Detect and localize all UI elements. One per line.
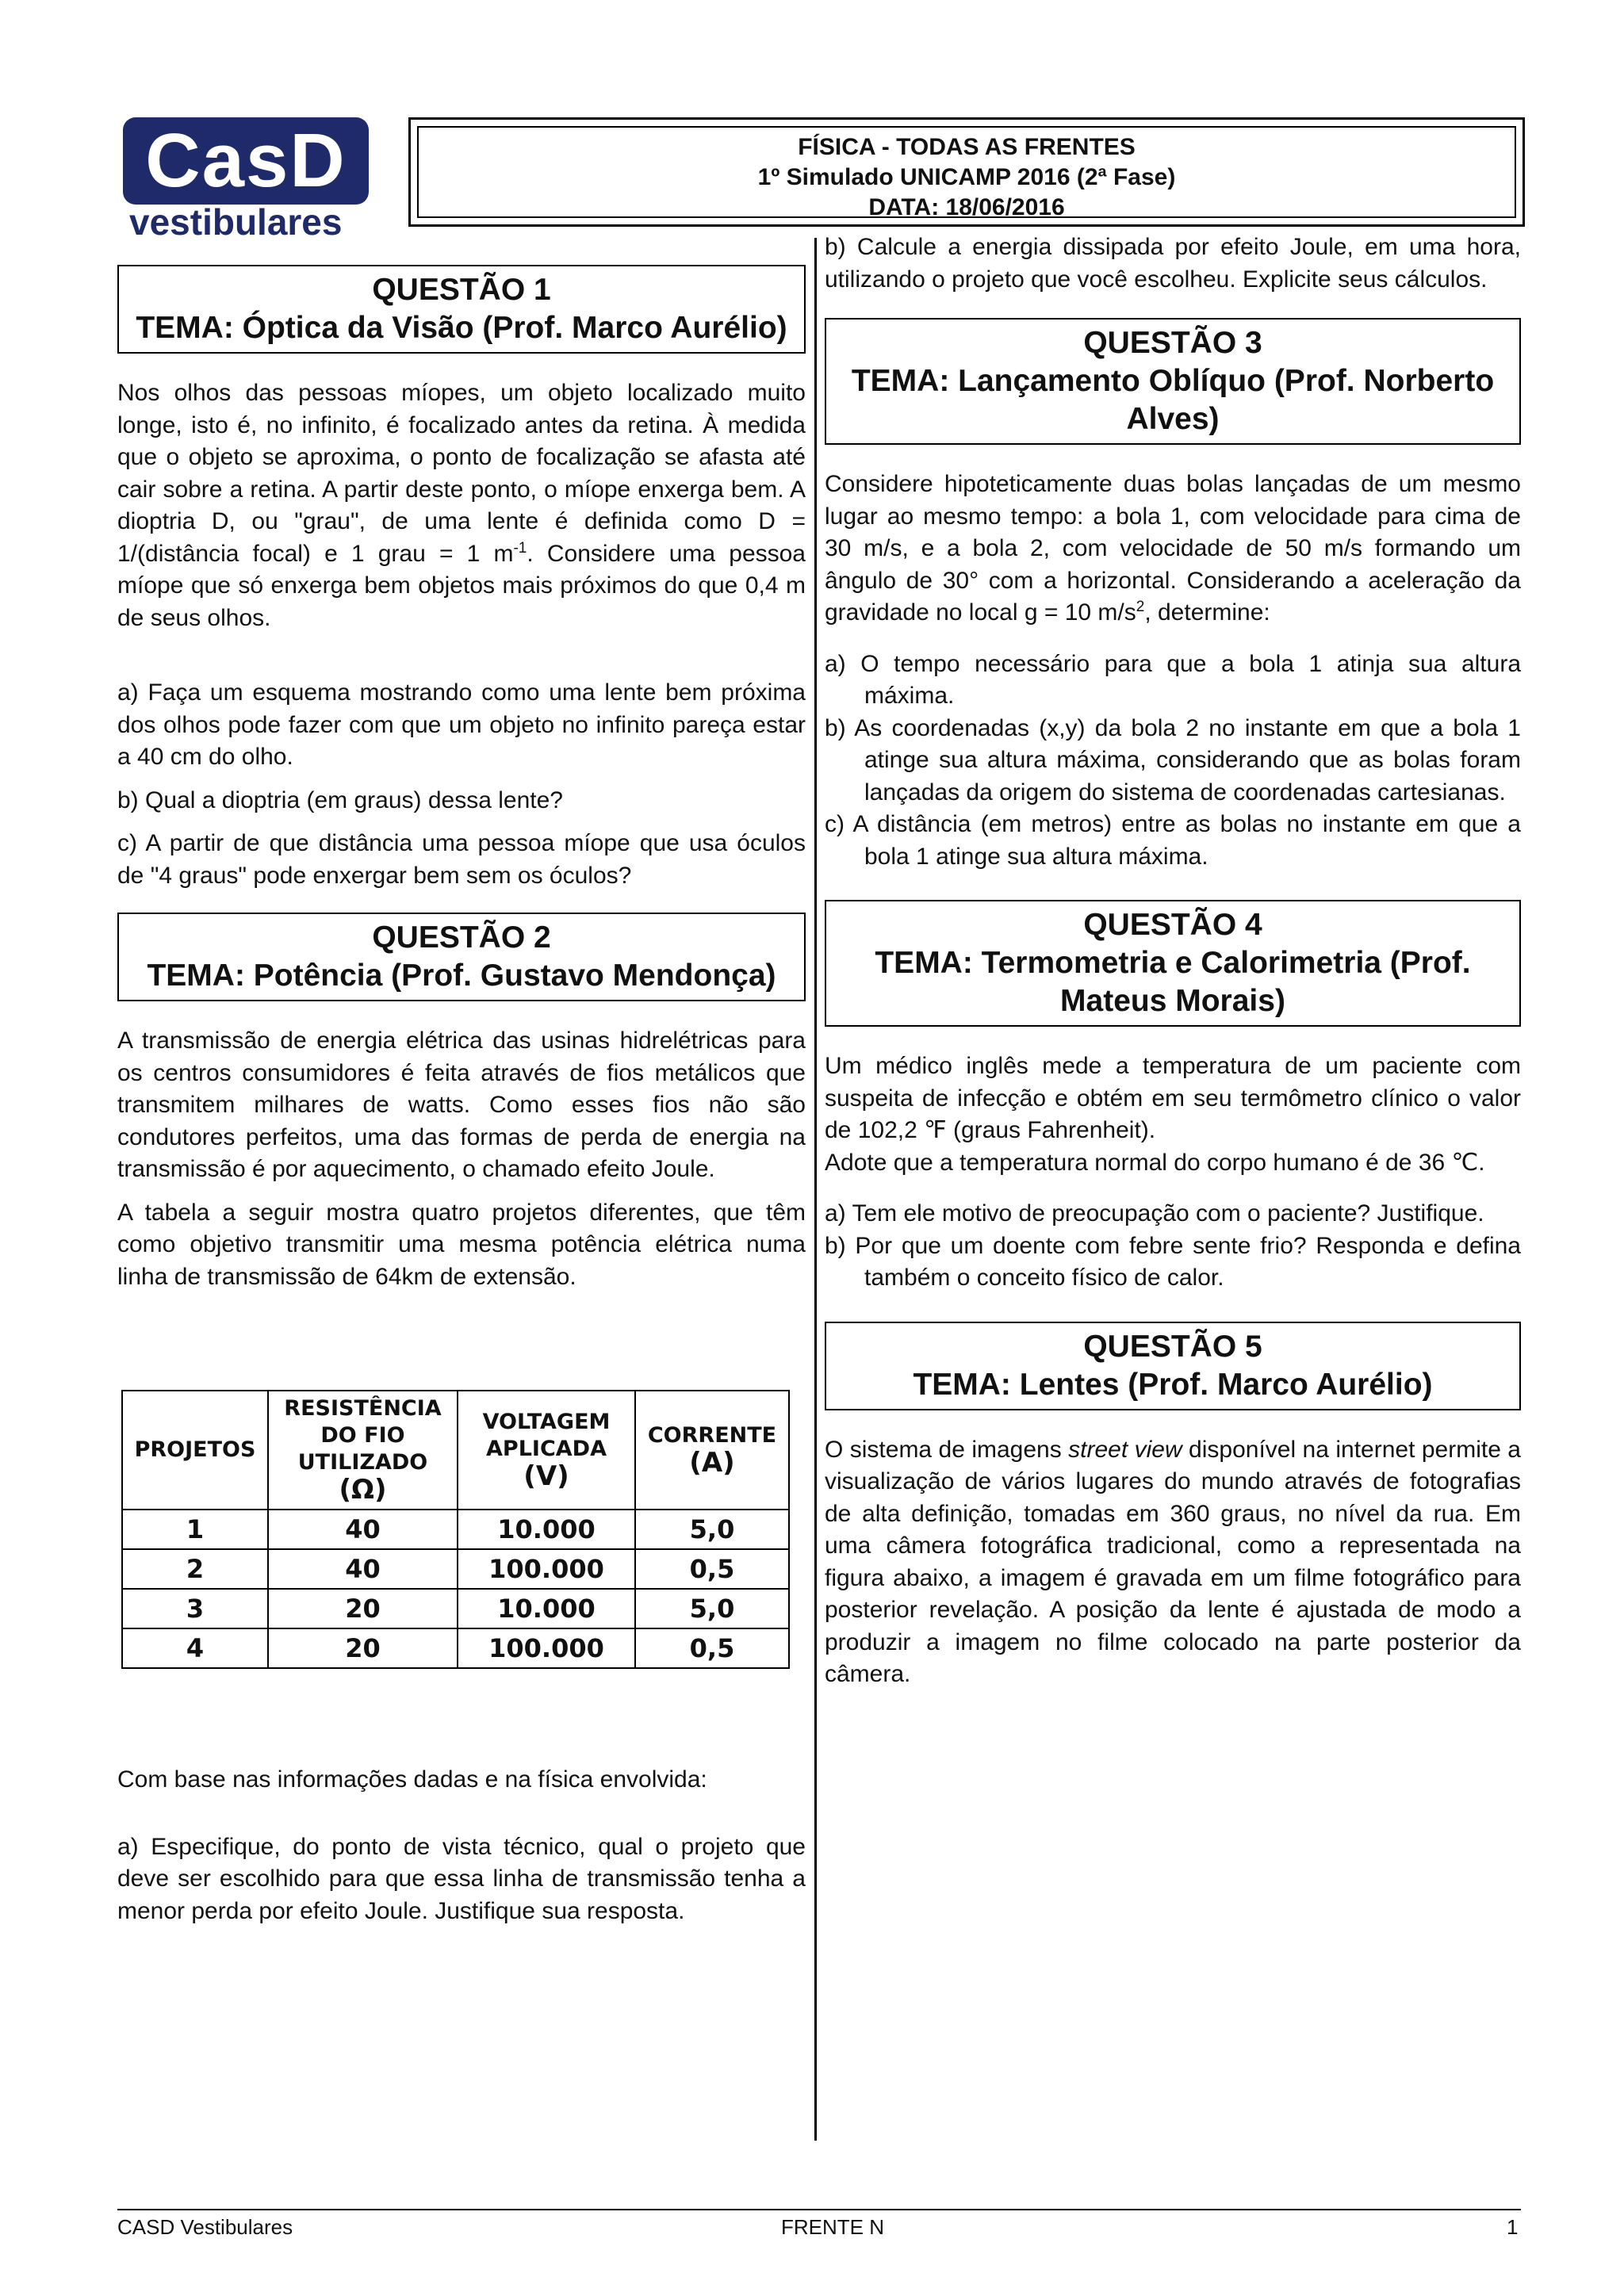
question-2-paragraph-3: Com base nas informações dadas e na física envolvida:	[117, 1766, 707, 1793]
table-header-row	[122, 1391, 789, 1510]
header-date: DATA: 18/06/2016	[868, 194, 1065, 220]
question-4-paragraph-1: Um médico inglês mede a temperatura de um paciente com suspeita de infecção e obtém em seu termômetro clínico o valor de 102,2 ℉ (graus Fahrenheit).	[825, 1053, 1521, 1143]
table-cell: 2	[122, 1549, 268, 1589]
question-4-item-a: a) Tem ele motivo de preocupação com o paciente? Justifique.	[825, 1200, 1484, 1226]
question-3-title	[825, 318, 1521, 445]
header-resistencia: RESISTÊNCIA DO FIO UTILIZADO (Ω)	[268, 1391, 458, 1510]
question-4-theme: TEMA: Termometria e Calorimetria (Prof. Mateus Morais)	[875, 946, 1471, 1018]
question-3-item-a: a) O tempo necessário para que a bola 1 atinja sua altura máxima.	[825, 650, 1521, 709]
table-row	[122, 1510, 789, 1549]
footer-page-number: 1	[1507, 2215, 1519, 2239]
q3-text-a: Considere hipoteticamente duas bolas lançadas de um mesmo lugar ao mesmo tempo: a bola 1, com velocidade para cima de 30 m/s, e a bola 2, com velocidade de 50 m/s formando um ângulo de 30° com a horizontal. Considerando a aceleração da gravidade no local g = 10 m/s	[825, 471, 1521, 626]
footer-center: FRENTE N	[781, 2215, 884, 2239]
table-row	[122, 1549, 789, 1589]
table-cell: 20	[268, 1589, 458, 1628]
question-5-theme: TEMA: Lentes (Prof. Marco Aurélio)	[913, 1367, 1433, 1402]
q1-text-a: Nos olhos das pessoas míopes, um objeto localizado muito longe, isto é, no infinito, é focalizado antes da retina. À medida que o objeto se aproxima, o ponto de focalização se afasta até cair sobre a retina. A partir deste ponto, o míope enxerga bem. A dioptria D, ou "grau", de uma lente é definida como D = 1/(distância focal) e 1 grau = 1 m	[117, 380, 806, 567]
table-cell: 3	[122, 1589, 268, 1628]
q5-text-a: O sistema de imagens	[825, 1436, 1069, 1463]
question-1-item-c: c) A partir de que distância uma pessoa míope que usa óculos de "4 graus" pode enxergar bem sem os óculos?	[117, 830, 806, 889]
question-1-item-b: b) Qual a dioptria (em graus) dessa lente?	[117, 786, 563, 813]
question-2-number: QUESTÃO 2	[372, 920, 551, 955]
table-cell: 100.000	[458, 1549, 635, 1589]
table-cell: 4	[122, 1628, 268, 1668]
question-2-theme: TEMA: Potência (Prof. Gustavo Mendonça)	[147, 959, 776, 993]
question-2-paragraph-2: A tabela a seguir mostra quatro projetos diferentes, que têm como objetivo transmitir uma mesma potência elétrica numa linha de transmissão de 64km de extensão.	[117, 1199, 806, 1290]
table-cell: 5,0	[635, 1510, 789, 1549]
table-row	[122, 1628, 789, 1668]
question-5-paragraph-1	[825, 1434, 1521, 1691]
table-cell: 40	[268, 1549, 458, 1589]
header-inner	[417, 126, 1516, 218]
header-projetos: PROJETOS	[122, 1391, 268, 1510]
question-3-theme: TEMA: Lançamento Oblíquo (Prof. Norberto Alves)	[851, 364, 1495, 436]
q5-emphasis: street view	[1068, 1436, 1182, 1463]
question-1-theme: TEMA: Óptica da Visão (Prof. Marco Aurélio)	[136, 311, 787, 345]
question-4-items	[825, 1198, 1521, 1295]
table-cell: 10.000	[458, 1589, 635, 1628]
header-subject: FÍSICA - TODAS AS FRENTES	[798, 134, 1136, 160]
question-4-title	[825, 900, 1521, 1027]
left-column	[117, 238, 806, 1938]
q3-text-b: , determine:	[1144, 599, 1270, 626]
question-5-title	[825, 1322, 1521, 1410]
logo-subtitle: vestibulares	[129, 201, 343, 243]
table-cell: 0,5	[635, 1549, 789, 1589]
header-voltagem: VOLTAGEM APLICADA (V)	[458, 1391, 635, 1510]
question-5-number: QUESTÃO 5	[1083, 1329, 1262, 1364]
header-box	[408, 117, 1525, 227]
table-cell: 0,5	[635, 1628, 789, 1668]
question-3-item-b: b) As coordenadas (x,y) da bola 2 no instante em que a bola 1 atinge sua altura máxima, considerando que as bolas foram lançadas da origem do sistema de coordenadas cartesianas.	[825, 714, 1521, 806]
table-cell: 1	[122, 1510, 268, 1549]
question-2-paragraph-1: A transmissão de energia elétrica das usinas hidrelétricas para os centros consumidores é feita através de fios metálicos que transmitem milhares de watts. Como esses fios não são condutores perfeitos, uma das formas de perda de energia na transmissão é por aquecimento, o chamado efeito Joule.	[117, 1027, 806, 1182]
q5-text-b: disponível na internet permite a visualização de vários lugares do mundo através de fotografias de alta definição, tomadas em 360 graus, no nível da rua. Em uma câmera fotográfica tradicional, como a representada na figura abaixo, a imagem é gravada em um filme fotográfico para posterior revelação. A posição da lente é ajustada de modo a produzir a imagem no filme colocado na parte posterior da câmera.	[825, 1436, 1521, 1687]
column-divider	[814, 238, 817, 2141]
question-1-number: QUESTÃO 1	[372, 273, 551, 307]
header-exam: 1º Simulado UNICAMP 2016 (2ª Fase)	[757, 164, 1176, 190]
footer-left: CASD Vestibulares	[117, 2215, 293, 2239]
table-cell: 20	[268, 1628, 458, 1668]
question-1-statement	[117, 377, 806, 634]
question-4-number: QUESTÃO 4	[1083, 908, 1262, 942]
question-3-items	[825, 649, 1521, 874]
header-corrente: CORRENTE (A)	[635, 1391, 789, 1510]
table-row	[122, 1589, 789, 1628]
projects-table	[121, 1390, 790, 1669]
table-cell: 100.000	[458, 1628, 635, 1668]
question-2-item-b: b) Calcule a energia dissipada por efeito Joule, em uma hora, utilizando o projeto que você escolheu. Explicite seus cálculos.	[825, 234, 1521, 293]
question-2-title	[117, 913, 806, 1001]
question-4-paragraph-2: Adote que a temperatura normal do corpo humano é de 36 ℃.	[825, 1149, 1485, 1176]
q1-superscript: -1	[513, 539, 527, 557]
footer-rule	[117, 2209, 1521, 2210]
table-cell: 40	[268, 1510, 458, 1549]
question-1-item-a: a) Faça um esquema mostrando como uma lente bem próxima dos olhos pode fazer com que um objeto no infinito pareça estar a 40 cm do olho.	[117, 679, 806, 770]
question-3-item-c: c) A distância (em metros) entre as bolas no instante em que a bola 1 atinge sua altura máxima.	[825, 811, 1521, 870]
question-4-item-b: b) Por que um doente com febre sente frio? Responda e defina também o conceito físico de calor.	[825, 1232, 1521, 1291]
q3-superscript: 2	[1136, 599, 1145, 615]
question-3-number: QUESTÃO 3	[1083, 326, 1262, 360]
question-1-title	[117, 265, 806, 354]
q1-text-b: . Considere uma pessoa míope que só enxerga bem objetos mais próximos do que 0,4 m de seus olhos.	[117, 540, 806, 631]
table-cell: 5,0	[635, 1589, 789, 1628]
table-cell: 10.000	[458, 1510, 635, 1549]
question-2-item-a: a) Especifique, do ponto de vista técnico, qual o projeto que deve ser escolhido para que essa linha de transmissão tenha a menor perda por efeito Joule. Justifique sua resposta.	[117, 1833, 806, 1924]
question-3-statement	[825, 469, 1521, 629]
right-column	[825, 232, 1521, 1702]
logo-wordmark: CasD	[123, 117, 369, 205]
casd-logo	[123, 117, 377, 243]
